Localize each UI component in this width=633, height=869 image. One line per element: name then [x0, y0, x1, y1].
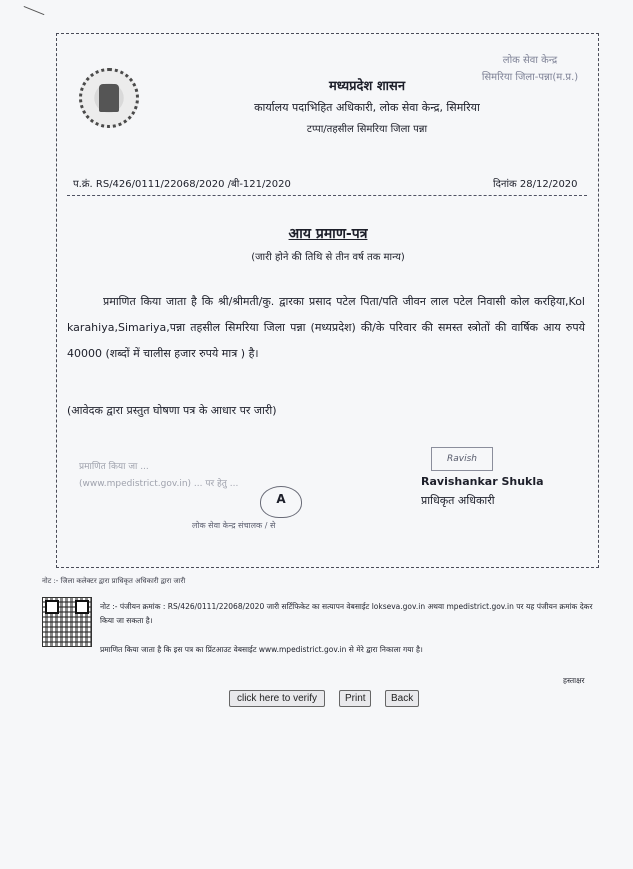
- issue-date: दिनांक 28/12/2020: [493, 179, 578, 190]
- header-divider: [67, 195, 587, 196]
- office-location: टप्पा/तहसील सिमरिया जिला पन्ना: [306, 124, 428, 135]
- faded-line-1: प्रमाणित किया जा ...: [79, 462, 149, 472]
- reference-number: प.क्रं. RS/426/0111/22068/2020 /बी-121/2020: [73, 179, 291, 190]
- printout-note: प्रमाणित किया जाता है कि इस पत्र का प्रिंटआउट वेबसाईट www.mpedistrict.gov.in से मेरे द्वारा निकाला गया है।: [100, 645, 423, 654]
- govt-title: मध्यप्रदेश शासन: [328, 79, 406, 94]
- certificate-title: आय प्रमाण-पत्र: [288, 226, 368, 242]
- signatory-designation: प्राधिकृत अधिकारी: [421, 494, 495, 507]
- certificate-body: [67, 289, 585, 367]
- validity-note: (जारी होने की तिथि से तीन वर्ष तक मान्य): [251, 252, 405, 263]
- signed-label: हस्ताक्षर: [563, 676, 585, 685]
- seal-caption: लोक सेवा केन्द्र संचालक / से: [192, 521, 276, 530]
- verification-note: नोट :- पंजीयन क्रमांक : RS/426/0111/22068/2020 जारी सर्टिफिकेट का सत्यापन वेबसाईट lokseva.gov.in अथवा mpedistrict.gov.in पर यह पंजीयन क्रमांक देकर किया जा सकता है।: [100, 602, 593, 625]
- stamp-line-2: सिमरिया जिला-पन्ना(म.प्र.): [481, 72, 579, 83]
- signature-image: [431, 447, 493, 471]
- mp-govt-emblem-icon: [79, 68, 139, 128]
- circular-stamp-icon: A: [260, 486, 302, 518]
- income-certificate: [56, 33, 599, 568]
- issue-basis: (आवेदक द्वारा प्रस्तुत घोषणा पत्र के आधार पर जारी): [67, 404, 277, 417]
- stamp-line-1: लोक सेवा केन्द्र: [502, 55, 558, 66]
- collector-footnote: नोट :- जिला कलेक्टर द्वारा प्राधिकृत अधिकारी द्वारा जारी: [42, 577, 186, 585]
- back-button[interactable]: Back: [385, 690, 419, 707]
- certificate-body-text: प्रमाणित किया जाता है कि श्री/श्रीमती/कु. द्वारका प्रसाद पटेल पिता/पति जीवन लाल पटेल निवासी कोल करहिया,Kol karahiya,Simariya,पन्ना तहसील सिमरिया जिला पन्ना (मध्यप्रदेश) की/के परिवार की समस्त स्त्रोतों की वार्षिक आय रुपये 40000 (शब्दों में चालीस हजार रुपये मात्र ) है।: [67, 295, 585, 360]
- qr-code-icon: [42, 597, 92, 647]
- page-corner-fold: [18, 6, 44, 28]
- faded-line-2: (www.mpedistrict.gov.in) ... पर हेतु ...: [79, 479, 239, 489]
- verify-button[interactable]: click here to verify: [229, 690, 325, 707]
- signatory-name: Ravishankar Shukla: [421, 475, 544, 488]
- office-name: कार्यालय पदाभिहित अधिकारी, लोक सेवा केन्द्र, सिमरिया: [254, 101, 480, 114]
- print-button[interactable]: Print: [339, 690, 371, 707]
- signature-text: Ravish: [447, 454, 477, 464]
